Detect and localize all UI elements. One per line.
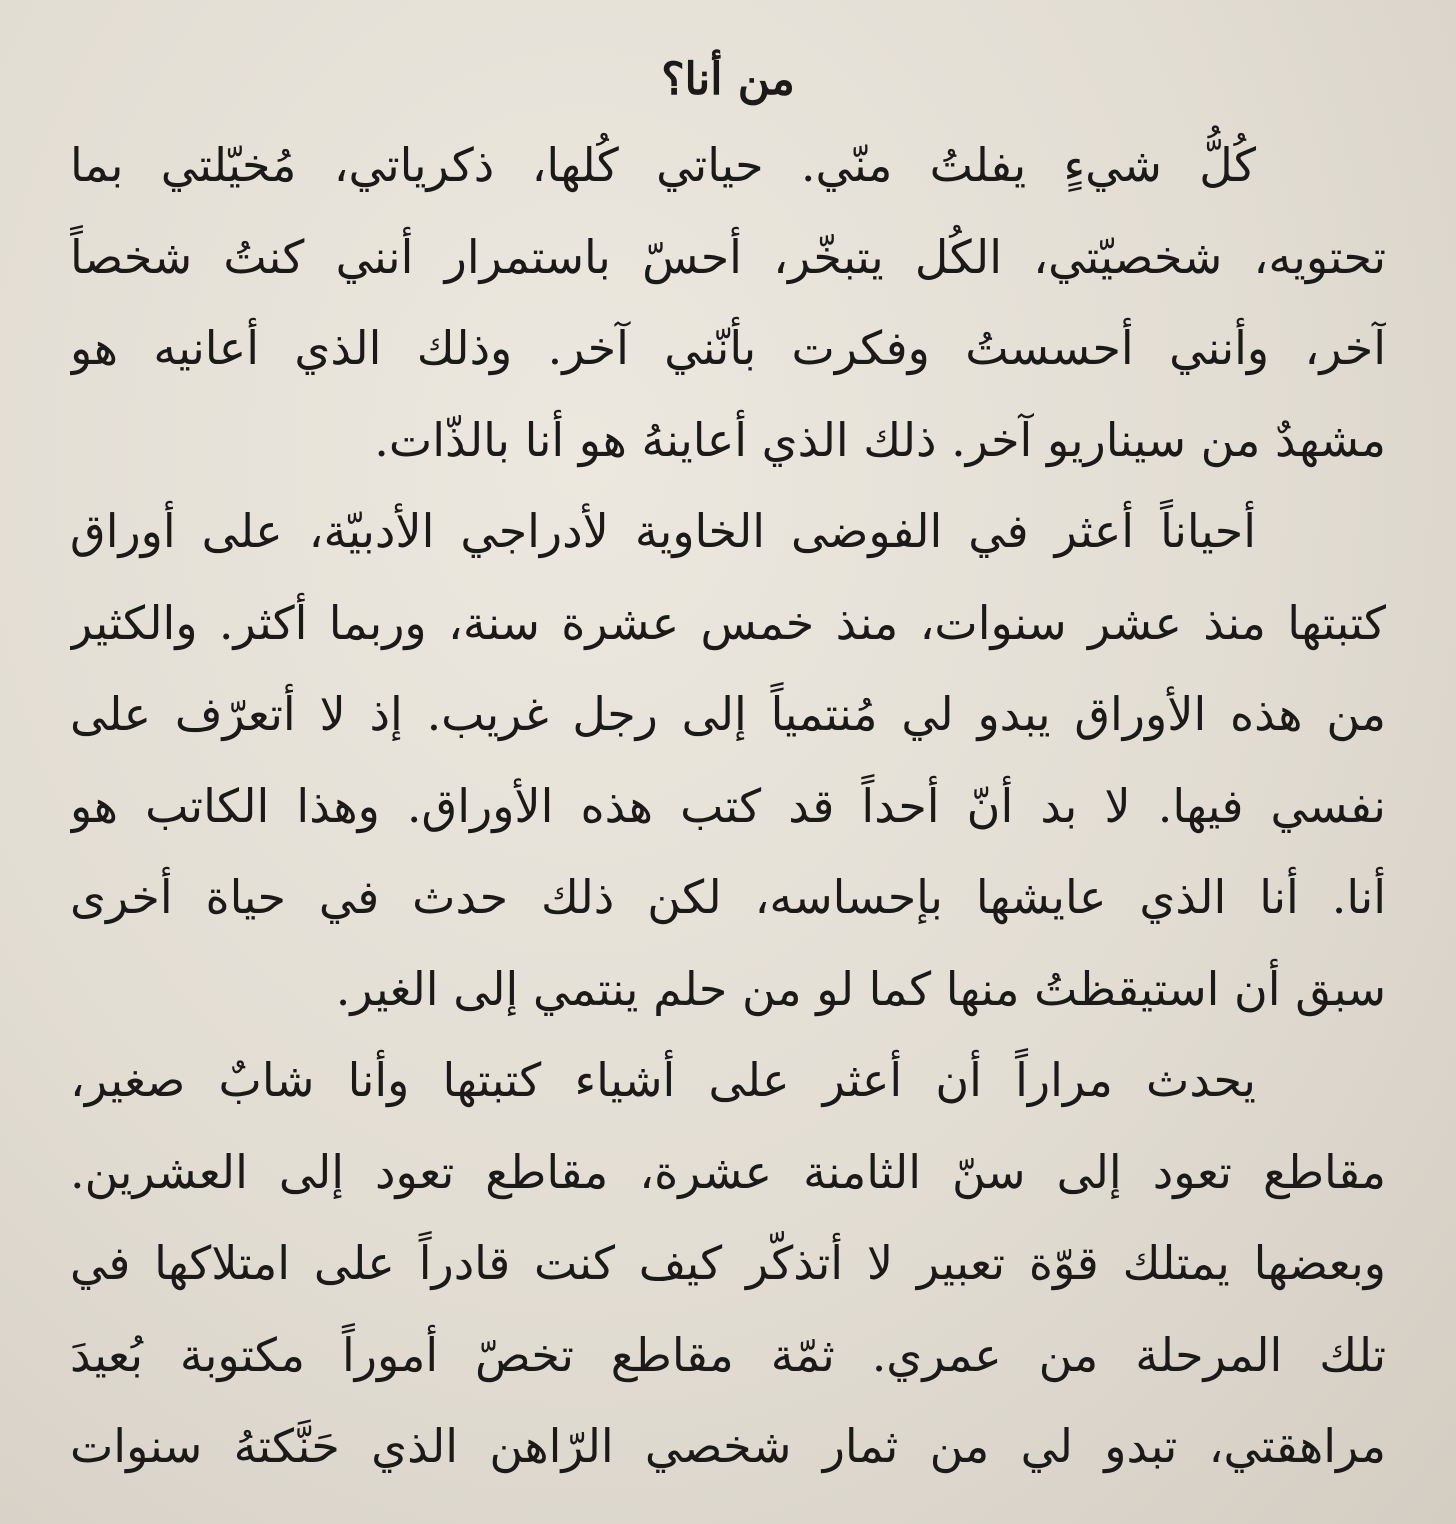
text-line: آخر، وأنني أحسستُ وفكرت بأنّني آخر. وذلك الذي أعانيه هو — [70, 321, 1386, 375]
text-line: تحتويه، شخصيّتي، الكُل يتبخّر، أحسّ باستمرار أنني كنتُ شخصاً — [70, 229, 1386, 284]
text-line: من هذه الأوراق يبدو لي مُنتمياً إلى رجل غريب. إذ لا أتعرّف على — [70, 687, 1386, 741]
text-line: أحياناً أعثر في الفوضى الخاوية لأدراجي الأدبيّة، على أوراق — [70, 504, 1256, 558]
text-line: أنا. أنا الذي عايشها بإحساسه، لكن ذلك حدث في حياة أخرى — [70, 870, 1386, 924]
text-line: تلك المرحلة من عمري. ثمّة مقاطع تخصّ أموراً مكتوبة بُعيدَ — [70, 1327, 1386, 1382]
text-line: مشهدٌ من سيناريو آخر. ذلك الذي أعاينهُ هو أنا بالذّات. — [374, 412, 1386, 467]
text-line: مراهقتي، تبدو لي من ثمار شخصي الرّاهن الذي حَنَّكتهُ سنوات — [70, 1419, 1386, 1473]
text-line: مقاطع تعود إلى سنّ الثامنة عشرة، مقاطع تعود إلى العشرين. — [70, 1144, 1386, 1199]
text-line: كتبتها منذ عشر سنوات، منذ خمس عشرة سنة، وربما أكثر. والكثير — [70, 595, 1386, 650]
text-line: وبعضها يمتلك قوّة تعبير لا أتذكّر كيف كنت قادراً على امتلاكها في — [70, 1236, 1386, 1290]
paragraph-3 — [70, 1035, 1386, 1493]
paragraph-1 — [70, 120, 1386, 486]
paragraph-2 — [70, 486, 1386, 1035]
text-line: نفسي فيها. لا بد أنّ أحداً قد كتب هذه الأوراق. وهذا الكاتب هو — [70, 778, 1386, 833]
chapter-title: من أنا؟ — [661, 54, 795, 105]
text-line: سبق أن استيقظتُ منها كما لو من حلم ينتمي إلى الغير. — [335, 961, 1386, 1016]
book-page — [70, 40, 1386, 1500]
text-line: كُلُّ شيءٍ يفلتُ منّي. حياتي كُلها، ذكرياتي، مُخيّلتي بما — [70, 138, 1256, 192]
text-line: يحدث مراراً أن أعثر على أشياء كتبتها وأنا شابٌ صغير، — [70, 1053, 1256, 1107]
